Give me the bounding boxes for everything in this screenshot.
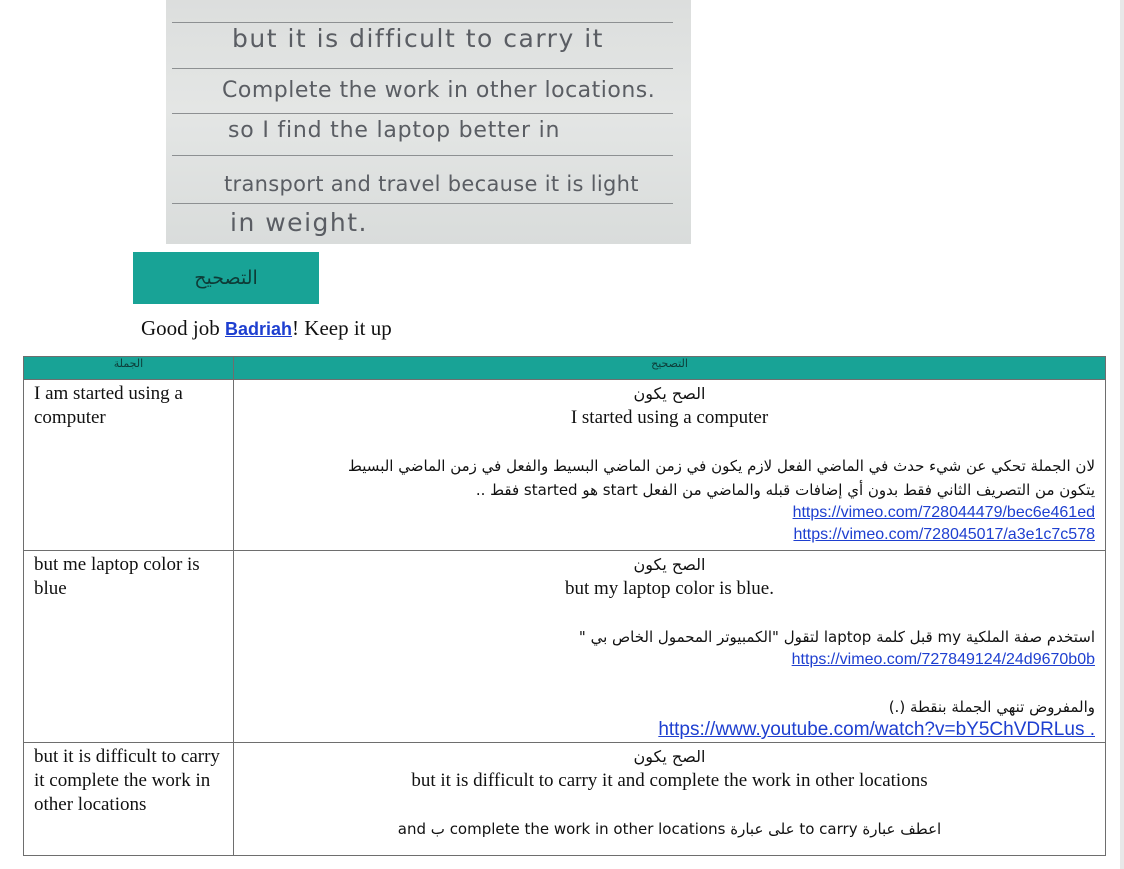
notebook-rule bbox=[172, 203, 673, 204]
video-link[interactable]: https://vimeo.com/728045017/a3e1c7c578 bbox=[793, 526, 1095, 543]
explanation-line: لان الجملة تحكي عن شيء حدث في الماضي الفعل لازم يكون في زمن الماضي البسيط والفعل في زمن الماضي البسيط bbox=[348, 457, 1095, 475]
correct-label: الصح يكون bbox=[633, 555, 706, 574]
video-link[interactable]: https://vimeo.com/727849124/24d9670b0b bbox=[791, 651, 1095, 668]
praise-line bbox=[141, 316, 392, 341]
correction-tag: التصحيح bbox=[133, 252, 319, 304]
handwritten-line-5: in weight. bbox=[230, 208, 368, 237]
table-row bbox=[24, 380, 1106, 551]
notebook-rule bbox=[172, 22, 673, 23]
notebook-rule bbox=[172, 68, 673, 69]
table-header-row bbox=[24, 357, 1106, 380]
header-correction: التصحيح bbox=[234, 357, 1106, 380]
handwritten-line-4: transport and travel because it is light bbox=[224, 172, 639, 196]
handwritten-line-2: Complete the work in other locations. bbox=[222, 78, 656, 103]
correction-cell bbox=[234, 743, 1106, 856]
header-sentence: الجملة bbox=[24, 357, 234, 380]
notebook-rule bbox=[172, 155, 673, 156]
original-sentence: I am started using a computer bbox=[24, 380, 234, 551]
notebook-rule bbox=[172, 113, 673, 114]
correction-cell bbox=[234, 380, 1106, 551]
original-sentence: but me laptop color is blue bbox=[24, 551, 234, 743]
corrected-sentence: but it is difficult to carry it and complete the work in other locations bbox=[411, 770, 928, 791]
handwritten-notebook-photo bbox=[166, 0, 691, 244]
original-sentence: but it is difficult to carry it complete the work in other locations bbox=[24, 743, 234, 856]
student-name-link[interactable]: Badriah bbox=[225, 319, 293, 339]
praise-suffix: ! Keep it up bbox=[292, 316, 392, 340]
explanation-line: يتكون من التصريف الثاني فقط بدون أي إضافات قبله والماضي من الفعل start هو started فقط .. bbox=[475, 481, 1095, 499]
handwritten-line-1: but it is difficult to carry it bbox=[232, 24, 604, 53]
praise-prefix: Good job bbox=[141, 316, 225, 340]
punctuation-note: والمفروض تنهي الجملة بنقطة (.) bbox=[888, 698, 1095, 716]
correct-label: الصح يكون bbox=[633, 747, 706, 766]
page-edge bbox=[1120, 0, 1124, 869]
explanation-line: اعطف عبارة to carry على عبارة complete the work in other locations ب and bbox=[397, 820, 942, 838]
table-row bbox=[24, 743, 1106, 856]
table-row bbox=[24, 551, 1106, 743]
corrected-sentence: I started using a computer bbox=[570, 407, 769, 428]
corrected-sentence: but my laptop color is blue. bbox=[565, 578, 774, 599]
correction-cell bbox=[234, 551, 1106, 743]
correct-label: الصح يكون bbox=[633, 384, 706, 403]
explanation-line: استخدم صفة الملكية my قبل كلمة laptop لتقول "الكمبيوتر المحمول الخاص بي " bbox=[578, 628, 1095, 646]
video-link[interactable]: https://vimeo.com/728044479/bec6e461ed bbox=[792, 504, 1095, 521]
corrections-table bbox=[23, 356, 1106, 856]
handwritten-line-3: so I find the laptop better in bbox=[228, 118, 561, 143]
youtube-link[interactable]: https://www.youtube.com/watch?v=bY5ChVDRLus . bbox=[658, 719, 1095, 740]
